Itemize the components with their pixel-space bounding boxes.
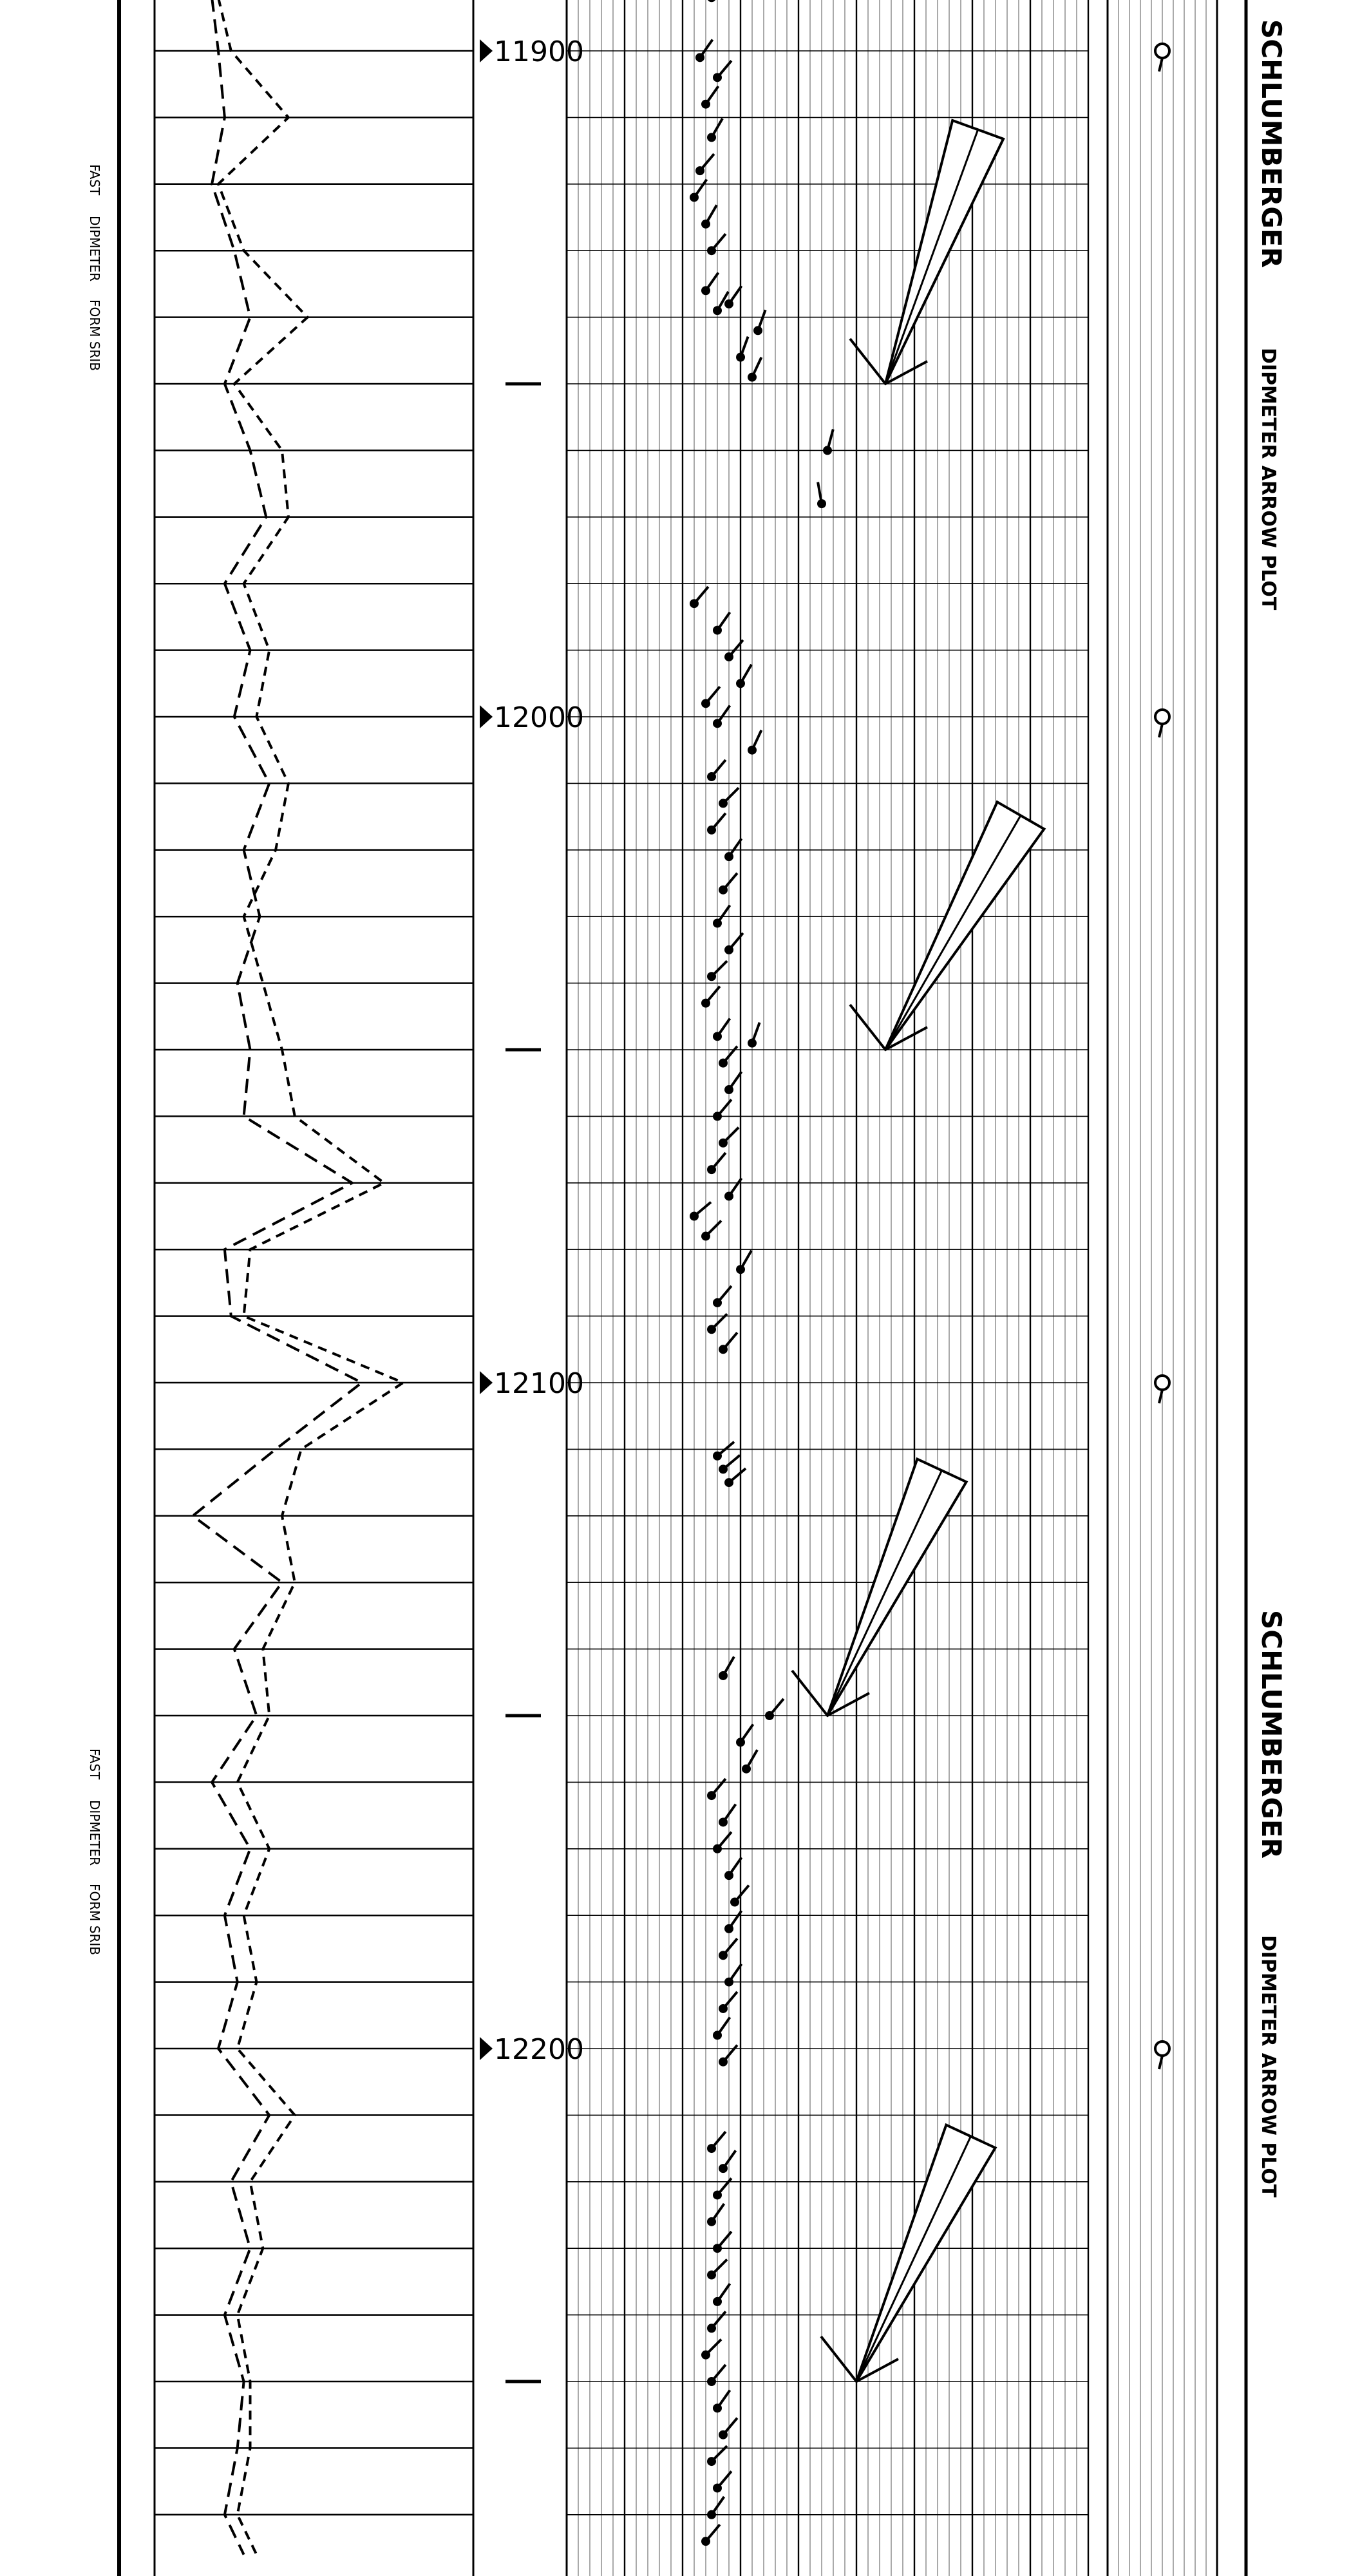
tadpole-head [707,0,716,2]
tadpole-head [748,1039,757,1048]
tadpole-head [707,2324,716,2333]
tadpole-head [724,1978,733,1987]
tadpole-head [713,919,722,928]
margin-label-dipmeter: DIPMETER [87,216,102,282]
interval-arrow-spine [885,129,978,384]
tadpole-head [707,826,716,835]
tadpole-head [730,1898,739,1907]
interval-arrows [792,120,1044,2382]
depth-marker-arrow [480,39,493,62]
tadpole-head [724,1191,733,1200]
dip-grid [567,0,1088,2576]
depth-label-12100: 12100 [494,1367,584,1400]
tadpole-head [707,772,716,781]
tadpole-head [701,999,710,1008]
tadpole-head [713,2031,722,2040]
tadpole-head [713,2483,722,2492]
azimuth-north-marker [1155,2041,1169,2056]
margin-label-form-2: FORM SRIB [87,1884,102,1955]
tadpole-head [701,1232,710,1241]
tadpole-head [736,1738,745,1747]
tadpole-head [719,1464,728,1473]
azimuth-north-marker [1155,1376,1169,1390]
tadpole-head [713,1452,722,1461]
tadpole-head [719,2058,728,2067]
margin-label-fast: FAST [87,164,102,196]
tadpole-head [701,220,710,229]
tadpole-head [742,1765,751,1774]
tadpole-head [719,2164,728,2173]
tadpole-head [707,2510,716,2519]
tadpole-head [701,286,710,295]
tadpole-head [724,1478,733,1487]
margin-label-dipmeter-2: DIPMETER [87,1800,102,1866]
tadpole-head [707,972,716,981]
tadpole-head [719,1139,728,1148]
tadpole-head [724,1924,733,1933]
interval-arrow-body [885,802,1044,1050]
depth-marker-arrow [480,705,493,728]
margin-label-form: FORM SRIB [87,299,102,371]
company-name-repeat: SCHLUMBERGER [1256,1610,1287,1859]
tadpole-head [724,299,733,308]
tadpole-head [719,2430,728,2439]
azimuth-track [1108,0,1217,2576]
depth-marker-arrow [480,2037,493,2060]
tadpole-head [713,1032,722,1041]
tadpole-head [701,2351,710,2360]
azimuth-north-tail [1159,724,1162,737]
tadpole-head [713,1112,722,1121]
tadpole-head [713,2190,722,2199]
tadpole-head [736,353,745,362]
tadpole-head [707,2457,716,2466]
tadpole-head [707,2271,716,2280]
tadpole-head [719,1671,728,1680]
tadpole-head [719,1059,728,1068]
tadpole-head [707,246,716,255]
tadpole-head [719,799,728,808]
tadpole-head [701,100,710,109]
tadpole-head [736,1265,745,1274]
tadpole-head [701,2537,710,2546]
tadpole-head [713,306,722,315]
depth-marker-arrow [480,1371,493,1394]
depth-label-12200: 12200 [494,2033,584,2066]
azimuth-north-marker [1155,710,1169,724]
tadpole-head [713,2297,722,2306]
tadpole-head [690,599,699,608]
tadpole-head [719,886,728,895]
tadpole-head [724,1085,733,1094]
interval-arrow-body [827,1459,967,1716]
tadpole-head [713,626,722,635]
interval-arrow-spine [885,815,1021,1050]
interval-arrow-spine [856,2136,970,2382]
tadpole-head [713,2403,722,2412]
tadpole-head [707,133,716,142]
tadpole-head [724,1871,733,1880]
tadpole-head [707,1165,716,1174]
tadpole-head [736,679,745,688]
tadpole-head [748,373,757,382]
tadpole-head [753,326,762,335]
tadpole-head [713,73,722,82]
tadpole-head [719,1817,728,1826]
tadpole-head [719,1345,728,1354]
tadpole-head [707,1791,716,1800]
tadpole-head [713,1298,722,1307]
margin-label-fast-2: FAST [87,1748,102,1780]
tadpole-head [724,652,733,661]
tadpole-head [719,2004,728,2013]
azimuth-north-tail [1159,1390,1162,1403]
tadpole-head [817,499,826,508]
azimuth-north-marker [1155,44,1169,58]
tadpole-head [707,2217,716,2226]
tadpole-head [719,1951,728,1960]
tadpole-head [695,53,704,62]
tadpole-head [713,2244,722,2253]
tadpole-head [690,1212,699,1221]
depth-label-12000: 12000 [494,701,584,734]
depth-track [473,0,567,2576]
tadpole-head [707,1325,716,1334]
tadpole-head [707,2144,716,2153]
plot-title: DIPMETER ARROW PLOT [1257,348,1280,611]
plot-title-repeat: DIPMETER ARROW PLOT [1257,1935,1280,2198]
tadpole-head [748,746,757,755]
tadpole-head [724,945,733,954]
tadpole-head [765,1711,774,1720]
company-name: SCHLUMBERGER [1256,19,1287,268]
tadpole-head [823,446,832,455]
depth-label-11900: 11900 [494,35,584,68]
azimuth-north-tail [1159,58,1162,71]
tadpoles [690,0,833,2546]
tadpole-head [690,193,699,202]
tadpole-head [707,2377,716,2386]
tadpole-head [713,719,722,728]
tadpole-head [713,1844,722,1853]
tadpole-head [724,852,733,861]
tadpole-head [695,166,704,175]
tadpole-head [701,699,710,708]
azimuth-north-tail [1159,2056,1162,2069]
